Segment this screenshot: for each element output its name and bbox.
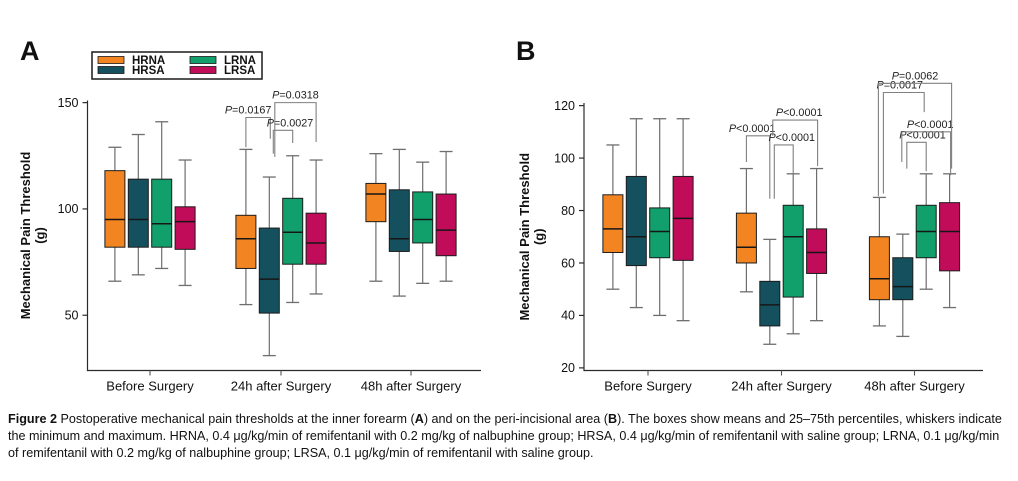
p-value-label: P<0.0001 — [728, 122, 776, 135]
box-lrsa — [807, 229, 827, 274]
box-hrsa — [626, 176, 646, 265]
box-lrna — [783, 205, 803, 297]
p-value-label: P<0.0001 — [906, 118, 954, 131]
y-tick-label: 50 — [64, 308, 79, 323]
box-hrsa — [259, 228, 279, 313]
y-tick-label: 150 — [57, 95, 79, 110]
box-hrsa — [389, 190, 409, 252]
significance-bracket — [746, 136, 769, 199]
significance-bracket — [883, 93, 924, 194]
caption-text: Postoperative mechanical pain thresholds at the inner forearm ( — [57, 412, 415, 426]
p-value-label: P=0.0167 — [224, 104, 272, 117]
caption-bold-text: A — [414, 412, 424, 426]
x-category-label: 48h after Surgery — [360, 378, 462, 394]
y-tick-label: 20 — [561, 361, 575, 376]
legend-swatch-hrsa — [98, 67, 124, 74]
y-tick-label: 60 — [561, 256, 575, 271]
legend-label-hrsa: HRSA — [132, 65, 165, 77]
caption-bold-text: Figure 2 — [8, 412, 57, 426]
p-value-label: P<0.0001 — [775, 107, 823, 120]
caption-text: ). The boxes show means and 25–75th percentiles, whiskers indicate the minimum and maximum. HRNA, 0.4 μg/kg/min of remifentanil with 0.2 mg/kg of nalbuphine group; HRSA, 0.4 μg/kg/min of remifentanil with saline group; LRNA, 0.1 μg/kg/min of remifentanil with 0.2 mg/kg of nalbuphine group; LRSA, 0.1 μg/kg/min of remifentanil with saline group. — [8, 412, 1002, 460]
box-hrna — [366, 183, 386, 221]
box-hrsa — [893, 258, 913, 300]
box-lrna — [650, 208, 670, 258]
x-category-label: Before Surgery — [106, 378, 194, 394]
p-value-label: P=0.0062 — [891, 70, 939, 83]
p-value-label: P=0.0027 — [266, 117, 314, 130]
y-tick-label: 120 — [554, 98, 575, 113]
y-axis-title: Mechanical Pain Threshold(g) — [18, 151, 48, 320]
significance-bracket — [774, 145, 793, 199]
y-tick-label: 40 — [561, 308, 575, 323]
box-lrna — [413, 192, 433, 243]
box-hrsa — [128, 179, 148, 247]
caption-text: ) and on the peri-incisional area ( — [423, 412, 608, 426]
x-category-label: 24h after Surgery — [731, 378, 832, 394]
box-hrna — [869, 237, 889, 300]
p-value-label: P=0.0318 — [272, 89, 319, 102]
panel-a-chart — [0, 0, 505, 408]
legend-label-lrsa: LRSA — [224, 65, 256, 77]
box-lrna — [152, 179, 172, 247]
legend-swatch-lrsa — [190, 67, 216, 74]
box-lrsa — [306, 213, 326, 264]
p-value-label: P=0.0017 — [876, 79, 924, 92]
box-lrna — [283, 198, 303, 264]
x-category-label: Before Surgery — [604, 378, 692, 394]
caption-bold-text: B — [607, 412, 618, 426]
significance-bracket — [907, 142, 926, 171]
panel-letter: B — [516, 36, 536, 66]
y-tick-label: 100 — [57, 202, 79, 217]
box-lrsa — [175, 207, 195, 250]
panel-b-chart — [505, 0, 1018, 408]
significance-bracket — [273, 130, 292, 153]
x-category-label: 48h after Surgery — [864, 378, 965, 394]
legend-swatch-lrna — [190, 57, 216, 64]
y-axis-title: Mechanical Pain Threshold(g) — [517, 152, 547, 321]
box-hrsa — [760, 281, 780, 326]
x-category-label: 24h after Surgery — [230, 378, 332, 394]
box-lrsa — [436, 194, 456, 256]
box-lrsa — [940, 203, 960, 271]
box-hrna — [736, 213, 756, 263]
legend-label-hrna: HRNA — [132, 55, 166, 67]
p-value-label: P<0.0001 — [768, 131, 816, 144]
box-hrna — [603, 195, 623, 253]
legend-label-lrna: LRNA — [224, 55, 256, 67]
box-hrna — [105, 171, 125, 248]
box-hrna — [236, 215, 256, 268]
panel-letter: A — [20, 36, 40, 66]
legend-swatch-hrna — [98, 57, 124, 64]
figure-caption — [8, 411, 1012, 462]
y-tick-label: 100 — [554, 151, 575, 166]
p-value-label: P<0.0001 — [899, 129, 946, 142]
y-tick-label: 80 — [561, 203, 575, 218]
